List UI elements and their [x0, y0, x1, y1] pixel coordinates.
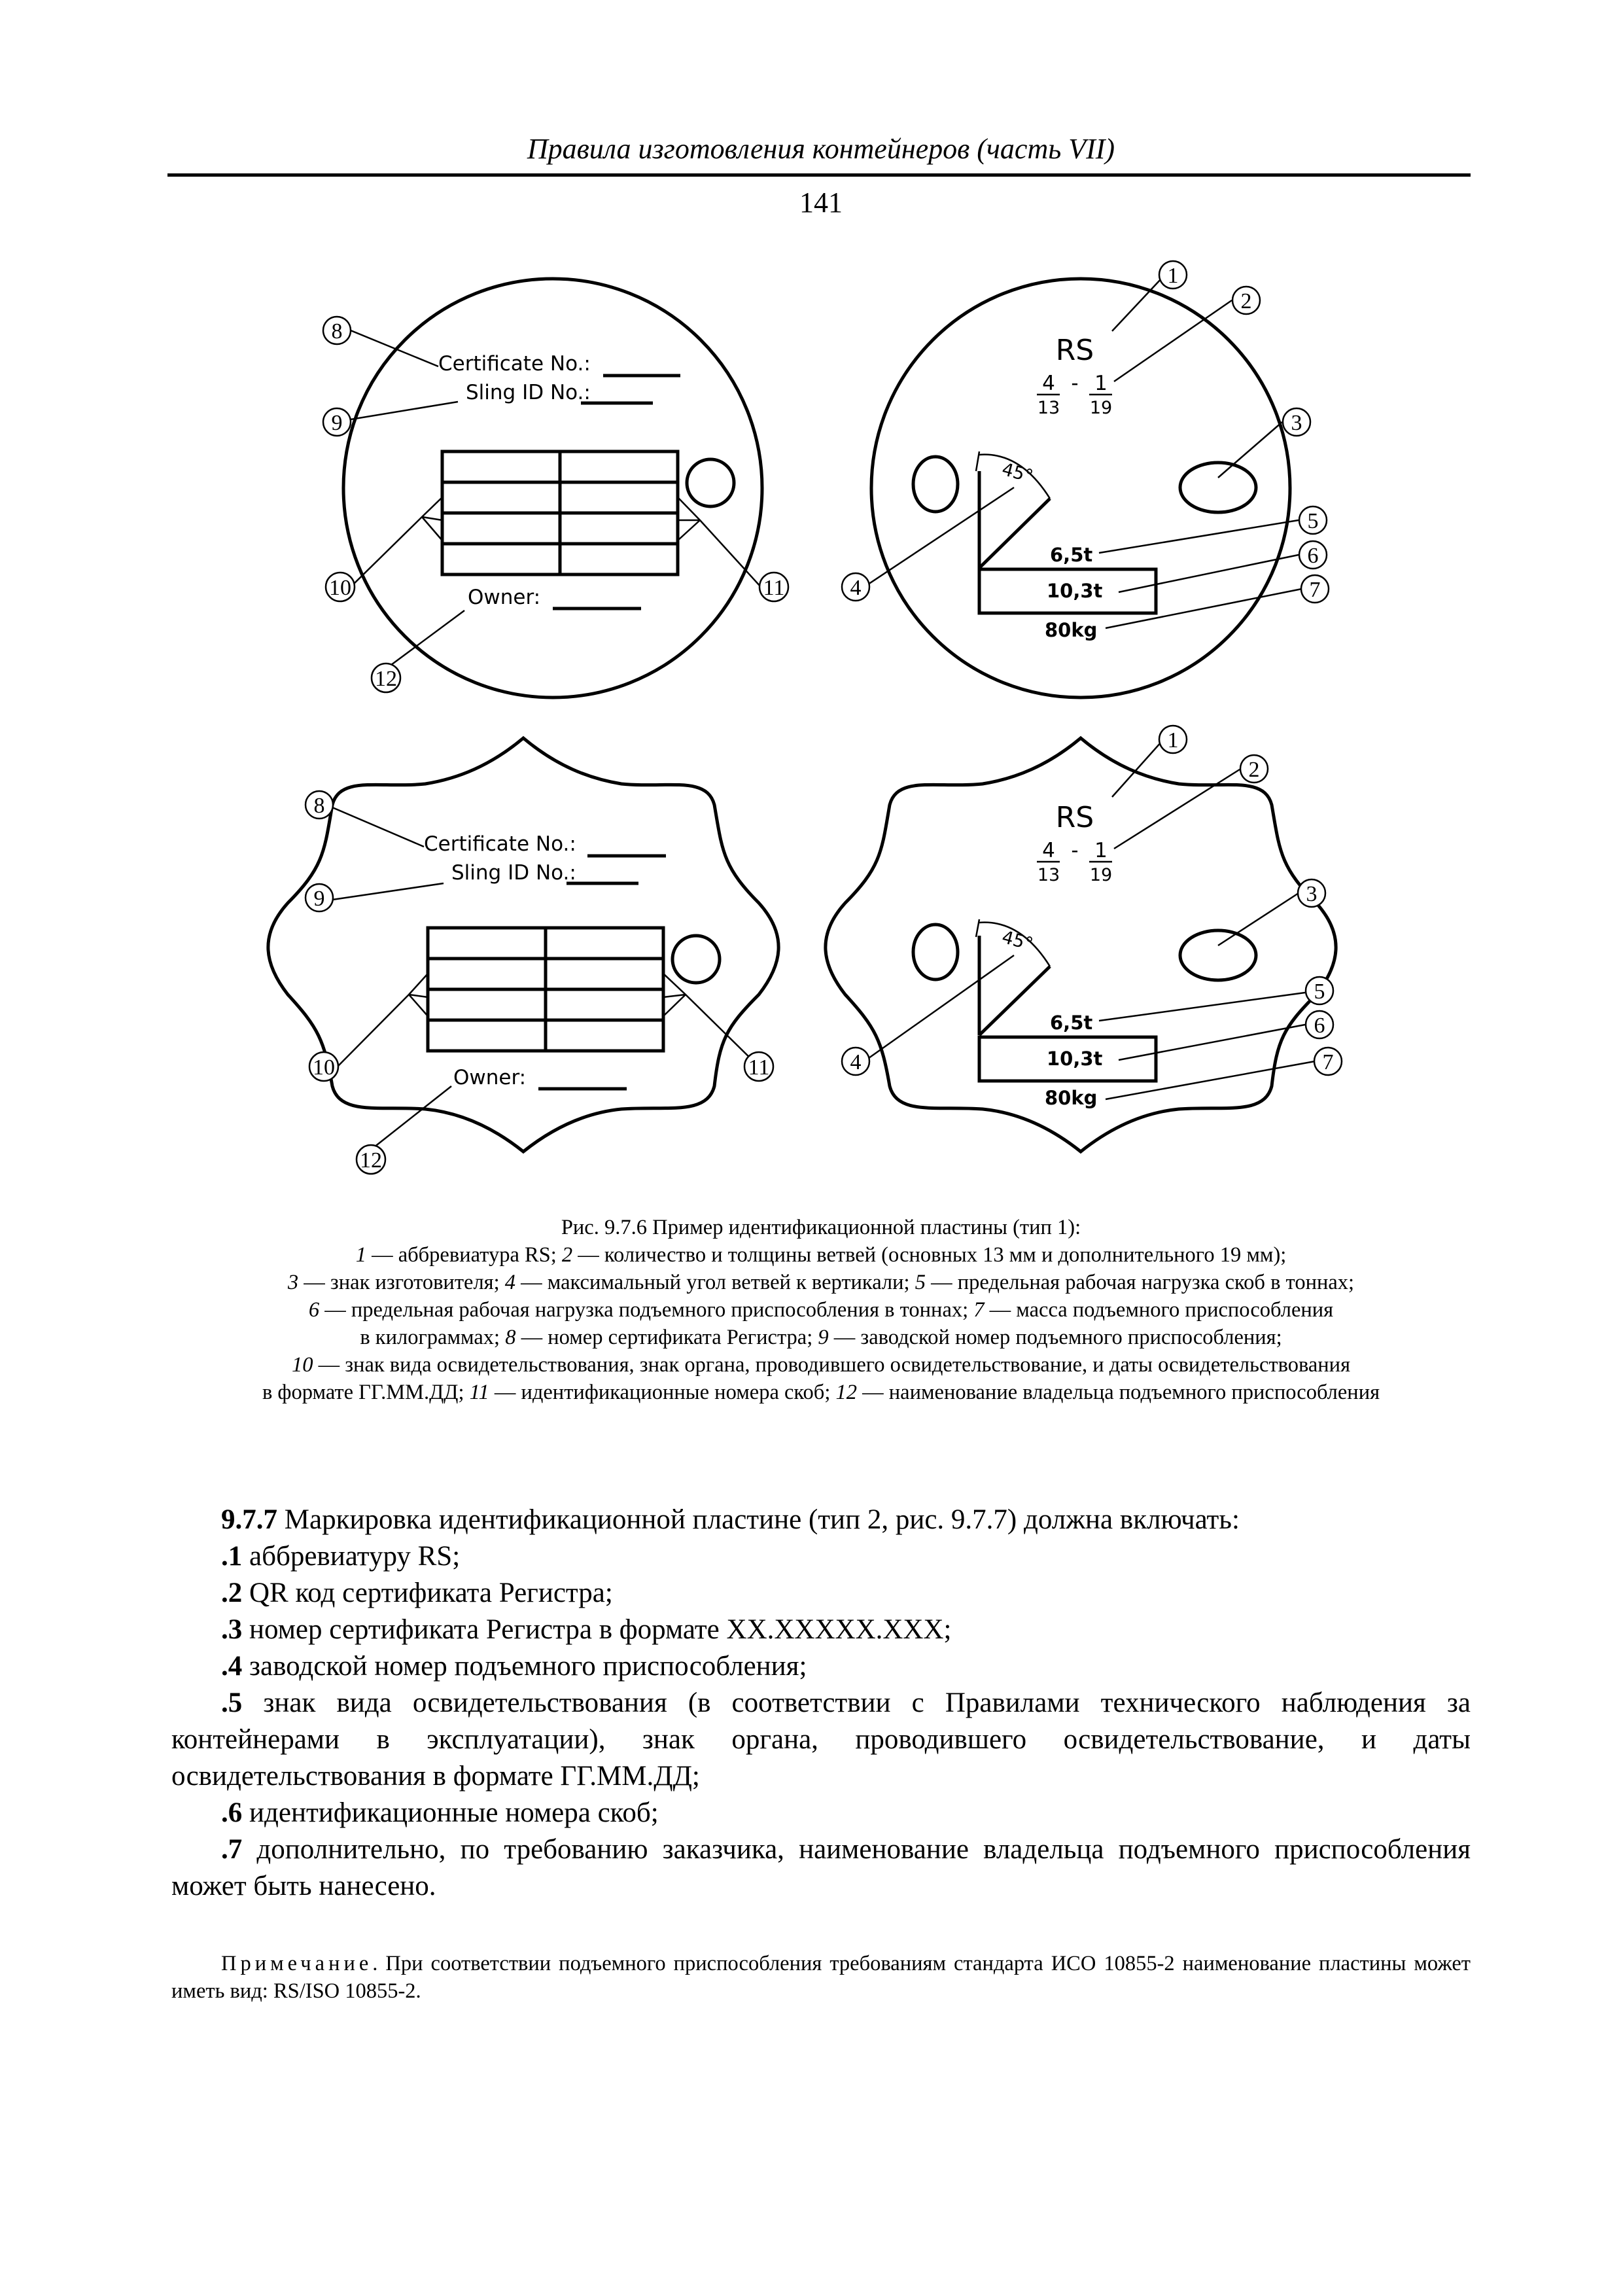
- callout-6-br: [1306, 1011, 1333, 1038]
- callout-11-tl: [759, 573, 788, 601]
- section-intro: 9.7.7 Маркировка идентификационной пластине (тип 2, рис. 9.7.7) должна включать:: [221, 1504, 1240, 1535]
- angle-value: 45°: [1000, 927, 1036, 955]
- caption-line-3: 6 — предельная рабочая нагрузка подъемного приспособления в тоннах; 7 — масса подъемного приспособления: [308, 1298, 1334, 1322]
- callout-6-tr: [1299, 541, 1327, 569]
- svg-text:8: 8: [331, 319, 343, 344]
- callout-2-br: [1240, 755, 1268, 783]
- callout-7-tr: [1301, 575, 1329, 603]
- callout-8-tl: [323, 317, 351, 344]
- note-label: Примечание: [221, 1952, 373, 1975]
- callout-4-tr: [842, 573, 869, 601]
- list-item: .5 знак вида освидетельствования (в соответствии с Правилами технического наблюдения за контейнерами в эксплуатации), знак органа, проводившего освидетельствование, и даты освидетельствования в формате ГГ.ММ.ДД;: [171, 1687, 1471, 1792]
- caption-line-1: 1 — аббревиатура RS; 2 — количество и толщины ветвей (основных 13 мм и дополнительного 19 мм);: [355, 1243, 1287, 1267]
- owner-label: Owner:: [468, 586, 541, 609]
- svg-text:11: 11: [763, 576, 785, 600]
- legs-separator: -: [1071, 372, 1079, 395]
- callout-9-bl: [305, 884, 333, 911]
- note: [171, 1950, 1471, 2005]
- plate-wavy-right: [826, 738, 1336, 1152]
- caption-title: Рис. 9.7.6 Пример идентификационной пластины (тип 1):: [561, 1216, 1081, 1239]
- certificate-label: Certificate No.:: [424, 832, 576, 856]
- hole-icon: [672, 936, 720, 983]
- rs-abbreviation: RS: [1055, 334, 1094, 367]
- callout-2-tr: [1232, 287, 1260, 314]
- device-mass: 80kg: [1045, 1087, 1098, 1109]
- list-item: .6 идентификационные номера скоб;: [221, 1797, 659, 1828]
- shackle-wll: 6,5t: [1050, 544, 1093, 566]
- svg-text:2: 2: [1240, 289, 1252, 313]
- figure-caption: [171, 1214, 1471, 1406]
- callout-12-bl: [357, 1145, 385, 1174]
- svg-text:9: 9: [331, 411, 343, 435]
- main-legs-thickness: 13: [1037, 865, 1060, 885]
- extra-leg-thickness: 19: [1089, 865, 1113, 885]
- svg-text:7: 7: [1309, 578, 1321, 602]
- callout-10-bl: [309, 1052, 338, 1081]
- svg-text:3: 3: [1291, 411, 1302, 435]
- sling-id-label: Sling ID No.:: [466, 381, 591, 404]
- svg-text:12: 12: [360, 1148, 382, 1173]
- callout-1-tr: [1159, 261, 1187, 289]
- svg-text:6: 6: [1307, 544, 1319, 568]
- svg-text:1: 1: [1167, 728, 1179, 752]
- certificate-label: Certificate No.:: [438, 352, 591, 376]
- device-mass: 80kg: [1045, 619, 1098, 641]
- svg-text:1: 1: [1167, 264, 1179, 288]
- legs-separator: -: [1071, 839, 1079, 862]
- svg-text:12: 12: [375, 667, 397, 691]
- note-text: . При соответствии подъемного приспособления требованиям стандарта ИСО 10855-2 наименование пластины может иметь вид: RS/ISO 10855-2.: [171, 1952, 1471, 2003]
- svg-text:4: 4: [850, 1050, 862, 1074]
- plate-round-right: [871, 279, 1290, 698]
- caption-line-2: 3 — знак изготовителя; 4 — максимальный угол ветвей к вертикали; 5 — предельная рабочая нагрузка скоб в тоннах;: [287, 1271, 1355, 1294]
- page-number: 141: [799, 186, 843, 219]
- list-item: .3 номер сертификата Регистра в формате XX.XXXXX.XXX;: [221, 1614, 952, 1645]
- callout-5-br: [1306, 977, 1333, 1004]
- svg-text:5: 5: [1307, 509, 1319, 533]
- svg-text:8: 8: [313, 794, 325, 818]
- angle-value: 45°: [1000, 459, 1036, 487]
- owner-label: Owner:: [453, 1066, 527, 1089]
- list-item: .7 дополнительно, по требованию заказчика, наименование владельца подъемного приспособления может быть нанесено.: [171, 1834, 1471, 1901]
- manufacturer-mark-icon: [1180, 463, 1256, 512]
- extra-leg-thickness: 19: [1089, 398, 1113, 418]
- hole-icon: [687, 459, 734, 506]
- callout-8-bl: [305, 791, 333, 819]
- running-title: Правила изготовления контейнеров (часть VII): [527, 133, 1115, 165]
- hole-icon: [913, 925, 958, 980]
- svg-text:9: 9: [313, 887, 325, 911]
- angle-symbol-leg: [979, 499, 1050, 568]
- manufacturer-mark-icon: [1180, 930, 1256, 980]
- hole-icon: [913, 457, 958, 512]
- list-item: .1 аббревиатуру RS;: [221, 1541, 461, 1572]
- callout-1-br: [1159, 726, 1187, 753]
- caption-line-6: в формате ГГ.ММ.ДД; 11 — идентификационные номера скоб; 12 — наименование владельца подъемного приспособления: [262, 1381, 1380, 1404]
- caption-line-5: 10 — знак вида освидетельствования, знак органа, проводившего освидетельствование, и даты освидетельствования: [291, 1353, 1351, 1377]
- extra-legs-count: 1: [1094, 839, 1108, 862]
- list-item: .2 QR код сертификата Регистра;: [221, 1578, 613, 1608]
- svg-text:10: 10: [329, 576, 351, 600]
- svg-text:7: 7: [1322, 1050, 1334, 1074]
- list-item: .4 заводской номер подъемного приспособления;: [221, 1651, 807, 1682]
- callout-11-bl: [744, 1052, 773, 1081]
- callout-10-tl: [326, 573, 355, 601]
- svg-text:2: 2: [1248, 758, 1260, 782]
- svg-text:10: 10: [313, 1055, 335, 1080]
- angle-symbol-leg: [979, 966, 1050, 1035]
- plate-round-left: [343, 279, 762, 698]
- plate-wavy-left: [268, 738, 778, 1152]
- section-9-7-7: [171, 1502, 1471, 1905]
- svg-text:4: 4: [850, 576, 862, 600]
- main-legs-thickness: 13: [1037, 398, 1060, 418]
- rs-abbreviation: RS: [1055, 801, 1094, 834]
- main-legs-count: 4: [1042, 839, 1055, 862]
- caption-line-4: в килограммах; 8 — номер сертификата Регистра; 9 — заводской номер подъемного приспособления;: [360, 1326, 1282, 1349]
- callout-7-br: [1314, 1048, 1342, 1075]
- main-legs-count: 4: [1042, 372, 1055, 395]
- svg-text:3: 3: [1306, 882, 1318, 906]
- svg-text:6: 6: [1314, 1014, 1325, 1038]
- callout-3-tr: [1283, 408, 1310, 436]
- callout-3-br: [1298, 879, 1325, 907]
- extra-legs-count: 1: [1094, 372, 1108, 395]
- svg-text:5: 5: [1314, 980, 1325, 1004]
- svg-text:11: 11: [748, 1055, 770, 1080]
- callout-9-tl: [323, 408, 351, 436]
- callout-5-tr: [1299, 506, 1327, 534]
- shackle-wll: 6,5t: [1050, 1012, 1093, 1034]
- device-wll: 10,3t: [1047, 1048, 1103, 1070]
- callout-4-br: [842, 1048, 869, 1075]
- sling-id-label: Sling ID No.:: [451, 861, 576, 885]
- callout-12-tl: [372, 663, 400, 692]
- device-wll: 10,3t: [1047, 580, 1103, 602]
